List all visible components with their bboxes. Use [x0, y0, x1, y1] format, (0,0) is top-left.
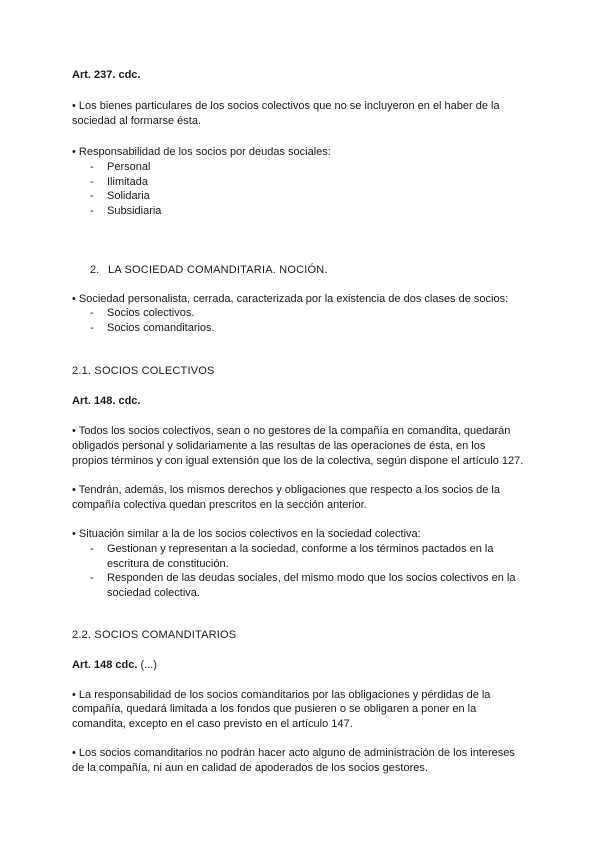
art-237-heading: Art. 237. cdc.	[72, 69, 141, 81]
art-148-ref-heading: Art. 148 cdc.	[72, 659, 138, 671]
list-item-socios-colectivos: Socios colectivos.	[107, 307, 195, 319]
list-dash: -	[90, 161, 94, 173]
list-dash: -	[90, 176, 94, 188]
list-dash: -	[90, 572, 94, 584]
section-2-1-bullet-1-line-1: • Todos los socios colectivos, sean o no gestores de la compañía en comandita, quedarán	[72, 425, 511, 437]
section-2-2-bullet-2-line-1: • Los socios comanditarios no podrán hacer acto alguno de administración de los intereses	[72, 747, 515, 759]
section-2-bullet: • Sociedad personalista, cerrada, caracterizada por la existencia de dos clases de socios:	[72, 293, 509, 305]
list-dash: -	[90, 543, 94, 555]
art-148-ref-suffix: (...)	[137, 659, 157, 671]
art-148-ref	[72, 658, 157, 673]
section-2-2-bullet-1-line-2: compañía, quedará limitada a los fondos que pusieren o se obligaren a poner en la	[72, 703, 477, 715]
list-item-responden-line-2: sociedad colectiva.	[107, 587, 200, 599]
list-dash: -	[90, 205, 94, 217]
section-2-number: 2.	[90, 264, 100, 276]
section-2-1-bullet-2-line-1: • Tendrán, además, los mismos derechos y obligaciones que respecto a los socios de la	[72, 484, 500, 496]
list-item-ilimitada: Ilimitada	[107, 176, 148, 188]
list-dash: -	[90, 190, 94, 202]
list-dash: -	[90, 307, 94, 319]
art-237-bullet-1-line-1: • Los bienes particulares de los socios colectivos que no se incluyeron en el haber de la	[72, 100, 500, 112]
section-2-1-title: 2.1. SOCIOS COLECTIVOS	[72, 365, 215, 377]
list-item-socios-comanditarios: Socios comanditarios.	[107, 322, 215, 334]
list-dash: -	[90, 322, 94, 334]
list-item-responden-line-1: Responden de las deudas sociales, del mismo modo que los socios colectivos en la	[107, 572, 516, 584]
section-2-2-title: 2.2. SOCIOS COMANDITARIOS	[72, 629, 237, 641]
section-2-2-bullet-1-line-3: comandita, excepto en el caso previsto en el artículo 147.	[72, 718, 353, 730]
list-item-solidaria: Solidaria	[107, 190, 150, 202]
section-2-1-bullet-1-line-3: propios términos y con igual extensión que los de la colectiva, según dispone el artículo 127.	[72, 455, 524, 467]
section-2-title: LA SOCIEDAD COMANDITARIA. NOCIÓN.	[108, 264, 328, 276]
art-237-bullet-1-line-2: sociedad al formarse ésta.	[72, 115, 202, 127]
list-item-subsidiaria: Subsidiaria	[107, 205, 162, 217]
section-2-1-bullet-3: • Situación similar a la de los socios colectivos en la sociedad colectiva:	[72, 528, 421, 540]
list-item-gestionan-line-1: Gestionan y representan a la sociedad, conforme a los términos pactados en la	[107, 543, 494, 555]
section-2-1-bullet-2-line-2: compañía colectiva quedan prescritos en la sección anterior.	[72, 499, 367, 511]
section-2-2-bullet-1-line-1: • La responsabilidad de los socios comanditarios por las obligaciones y pérdidas de la	[72, 689, 491, 701]
section-2-1-bullet-1-line-2: obligados personal y solidariamente a las resultas de las operaciones de ésta, en los	[72, 440, 486, 452]
section-2-2-bullet-2-line-2: de la compañía, ni aun en calidad de apoderados de los socios gestores.	[72, 762, 428, 774]
list-item-gestionan-line-2: escritura de constitución.	[107, 558, 229, 570]
art-148-heading: Art. 148. cdc.	[72, 395, 141, 407]
art-237-bullet-2: • Responsabilidad de los socios por deudas sociales:	[72, 146, 331, 158]
list-item-personal: Personal	[107, 161, 151, 173]
